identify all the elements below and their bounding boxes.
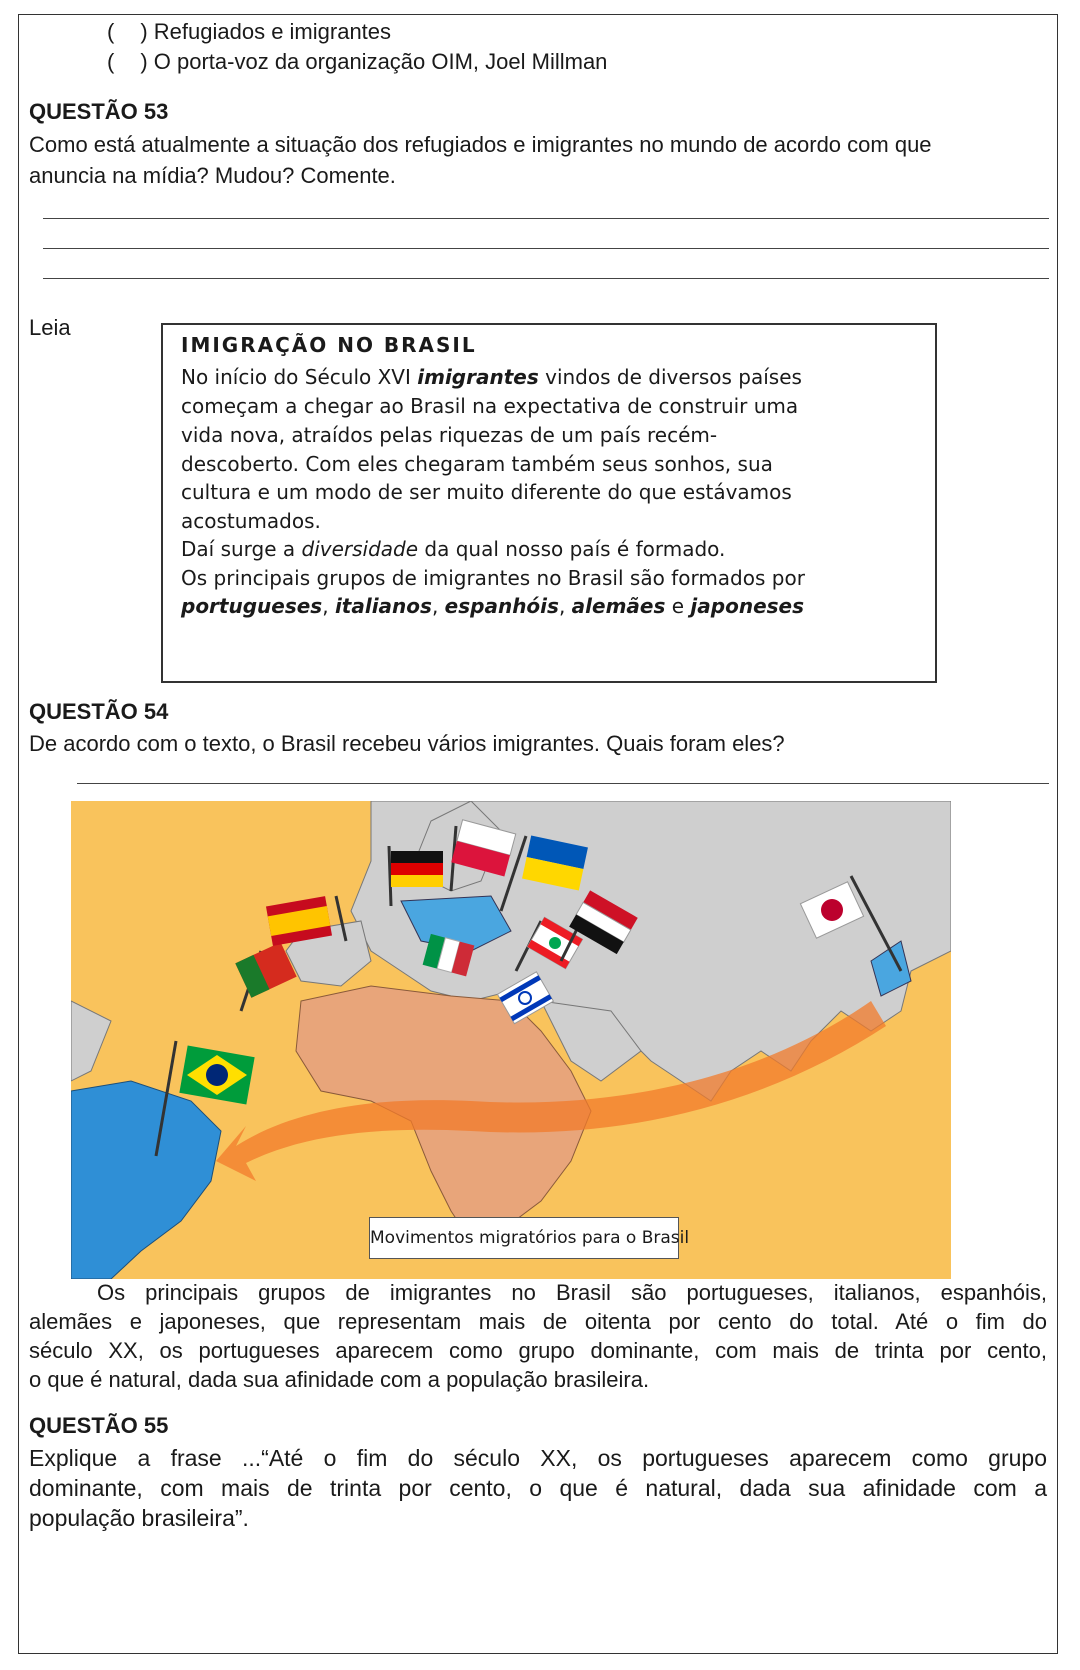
option-refugiados: ( ) Refugiados e imigrantes — [107, 19, 392, 44]
reading-line: começam a chegar ao Brasil na expectativa de construir uma — [181, 394, 799, 418]
question-55-line: Explique a frase ...“Até o fim do século XX, os portugueses aparecem como grupo — [29, 1445, 1047, 1471]
reading-line: portugueses, italianos, espanhóis, alemães e japoneses — [181, 594, 805, 618]
migration-map — [71, 801, 951, 1279]
reading-line: acostumados. — [181, 509, 321, 533]
question-55-title: QUESTÃO 55 — [29, 1413, 169, 1438]
reading-line: cultura e um modo de ser muito diferente do que estávamos — [181, 480, 792, 504]
question-54-title: QUESTÃO 54 — [29, 699, 169, 724]
reading-line: Os principais grupos de imigrantes no Brasil são formados por — [181, 566, 805, 590]
answer-line — [77, 783, 1049, 784]
paragraph-imigrantes — [29, 1278, 1047, 1394]
question-55-text — [29, 1443, 1047, 1533]
reading-box — [161, 323, 937, 683]
reading-line: Daí surge a diversidade da qual nosso país é formado. — [181, 537, 726, 561]
worksheet-page — [18, 14, 1058, 1654]
paragraph-line: Os principais grupos de imigrantes no Brasil são portugueses, italianos, espanhóis, — [97, 1280, 1047, 1305]
leia-label: Leia — [29, 315, 71, 340]
paragraph-line: alemães e japoneses, que representam mais de oitenta por cento do total. Até o fim do — [29, 1309, 1047, 1334]
answer-line — [43, 218, 1049, 219]
reading-box-title: IMIGRAÇÃO NO BRASIL — [181, 333, 477, 357]
question-53-line1: Como está atualmente a situação dos refugiados e imigrantes no mundo de acordo com que — [29, 132, 932, 157]
paragraph-line: século XX, os portugueses aparecem como grupo dominante, com mais de trinta por cento, — [29, 1338, 1047, 1363]
question-55-line: população brasileira”. — [29, 1505, 249, 1531]
option-porta-voz: ( ) O porta-voz da organização OIM, Joel Millman — [107, 49, 608, 74]
answer-line — [43, 248, 1049, 249]
reading-line: descoberto. Com eles chegaram também seus sonhos, sua — [181, 452, 773, 476]
paragraph-line: o que é natural, dada sua afinidade com a população brasileira. — [29, 1367, 650, 1392]
question-53-line2: anuncia na mídia? Mudou? Comente. — [29, 163, 396, 188]
reading-line: No início do Século XVI imigrantes vindos de diversos países — [181, 365, 802, 389]
reading-line: vida nova, atraídos pelas riquezas de um país recém- — [181, 423, 718, 447]
world-map-illustration — [71, 801, 951, 1279]
question-54-line1: De acordo com o texto, o Brasil recebeu vários imigrantes. Quais foram eles? — [29, 731, 785, 756]
map-caption: Movimentos migratórios para o Brasil — [369, 1217, 679, 1259]
question-53-title: QUESTÃO 53 — [29, 99, 169, 124]
question-55-line: dominante, com mais de trinta por cento, o que é natural, dada sua afinidade com a — [29, 1475, 1047, 1501]
answer-line — [43, 278, 1049, 279]
